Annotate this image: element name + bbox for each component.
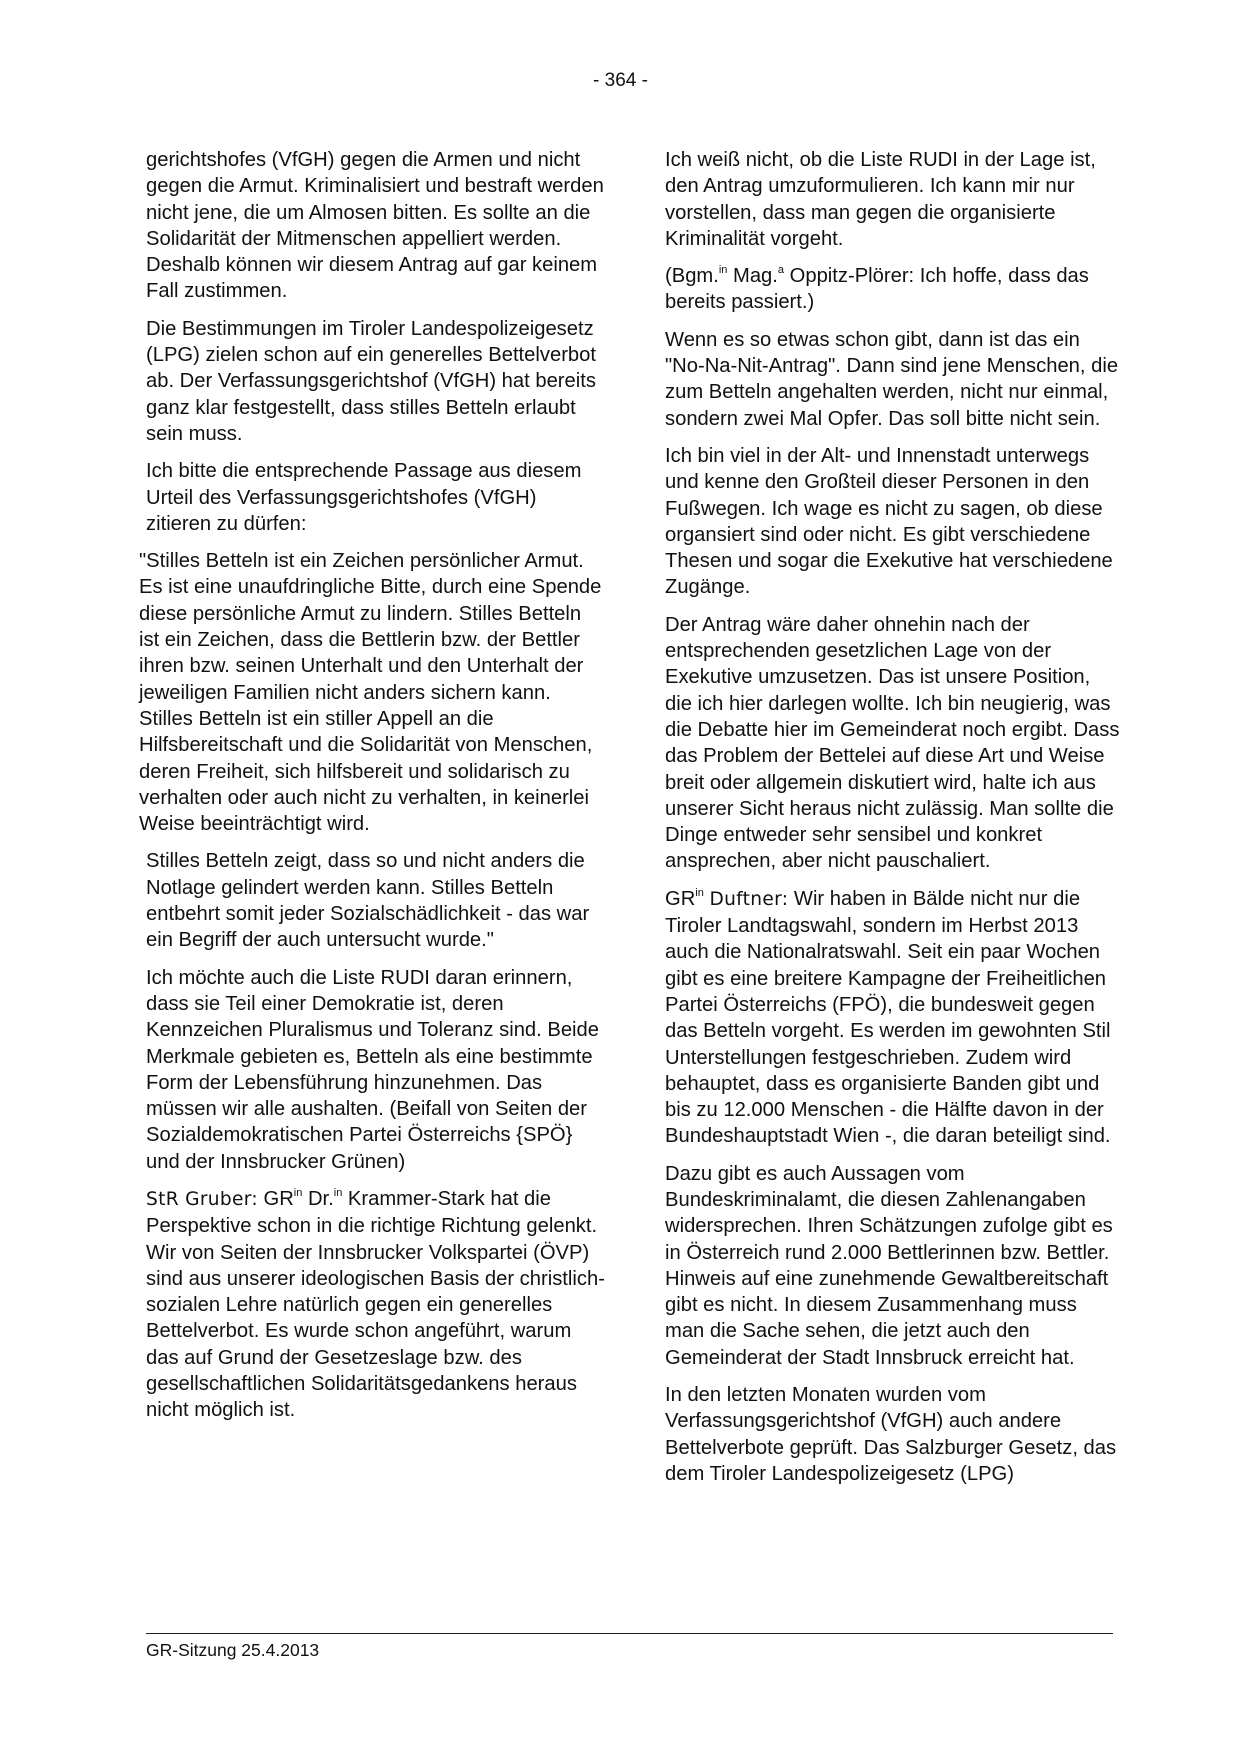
speech-paragraph [665,886,1120,1150]
paragraph: In den letzten Monaten wurden vom Verfassungsgerichtshof (VfGH) auch andere Bettelverbote geprüft. Das Salzburger Gesetz, das dem Tiroler Landespolizeigesetz (LPG) [665,1384,1117,1485]
speech-text: Krammer-Stark hat die Perspektive schon in die richtige Richtung gelenkt. Wir von Seiten der Innsbrucker Volkspartei (ÖVP) sind aus unserer ideologischen Basis der christlich-sozialen Lehre natürlich gegen ein generelles Bettelverbot. Es wurde schon angeführt, warum das auf Grund der Gesetzeslage bzw. des gesellschaftlichen Solidaritätsgedankens heraus nicht möglich ist. [146,1187,605,1422]
title-dr: Dr. [307,1187,334,1210]
paragraph: Ich weiß nicht, ob die Liste RUDI in der Lage ist, den Antrag umzuformulieren. Ich kann mir nur vorstellen, dass man gegen die organisierte Kriminalität vorgeht. [665,149,1096,250]
right-column [665,147,1120,1498]
speaker-name: StR Gruber: [146,1188,258,1210]
title-gr: GR [665,887,696,910]
interjection-paragraph [665,263,1120,316]
paragraph: Die Bestimmungen im Tiroler Landespolizeigesetz (LPG) zielen schon auf ein generelles Bettelverbot ab. Der Verfassungsgerichtshof (VfGH) hat bereits ganz klar festgestellt, dass stilles Betteln erlaubt sein muss. [146,317,596,445]
paragraph: Ich möchte auch die Liste RUDI daran erinnern, dass sie Teil einer Demokratie ist, deren Kennzeichen Pluralismus und Toleranz sind. Beide Merkmale gebieten es, Betteln als eine bestimmte Form der Lebensführung hinzunehmen. Das müssen wir alle aushalten. (Beifall von Seiten der Sozialdemokratischen Partei Österreichs {SPÖ} und der Innsbrucker Grünen) [146,966,599,1173]
title-sup: in [333,1187,343,1200]
title-sup: in [718,264,728,277]
paragraph: gerichtshofes (VfGH) gegen die Armen und nicht gegen die Armut. Kriminalisiert und bestraft werden nicht jene, die um Almosen bitten. Es sollte an die Solidarität der Mitmenschen appelliert werden. Deshalb können wir diesem Antrag auf gar keinem Fall zustimmen. [146,149,604,303]
quote-paragraph: "Stilles Betteln ist ein Zeichen persönlicher Armut. Es ist eine unaufdringliche Bitte, durch eine Spende diese persönliche Armut zu lindern. Stilles Betteln ist ein Zeichen, dass die Bettlerin bzw. der Bettler ihren bzw. seinen Unterhalt und den Unterhalt der jeweiligen Familien nicht anders sichern kann. Stilles Betteln ist ein stiller Appell an die Hilfsbereitschaft und die Solidarität von Menschen, deren Freiheit, sich hilfsbereit und solidarisch zu verhalten oder auch nicht zu verhalten, in keinerlei Weise beeinträchtigt wird. [139,550,602,836]
paragraph: Wenn es so etwas schon gibt, dann ist das ein "No-Na-Nit-Antrag". Dann sind jene Menschen, die zum Betteln angehalten werden, nicht nur einmal, sondern zwei Mal Opfer. Das soll bitte nicht sein. [665,328,1119,430]
paragraph: Der Antrag wäre daher ohnehin nach der entsprechenden gesetzlichen Lage von der Exekutive umzusetzen. Das ist unsere Position, die ich hier darlegen wollte. Ich bin neugierig, was die Debatte hier im Gemeinderat noch ergibt. Dass das Problem der Bettelei auf diese Art und Weise breit oder allgemein diskutiert wird, halte ich aus unserer Sicht heraus nicht zulässig. Man sollte die Dinge entweder sehr sensibel und konkret ansprechen, aber nicht pauschaliert. [665,613,1120,873]
speech-paragraph [146,1186,606,1424]
left-column [139,147,606,1435]
title-bgm: (Bgm. [665,265,719,288]
footer-session-date: GR-Sitzung 25.4.2013 [146,1640,320,1660]
title-sup: in [293,1187,303,1200]
title-sup: a [777,264,785,277]
page-number: - 364 - [593,70,648,91]
title-mag: Mag. [733,265,778,288]
paragraph: Dazu gibt es auch Aussagen vom Bundeskriminalamt, die diesen Zahlenangaben widersprechen. Ihren Schätzungen zufolge gibt es in Österreich rund 2.000 Bettlerinnen bzw. Bettler. Hinweis auf eine zunehmende Gewaltbereitschaft gibt es nicht. In diesem Zusammenhang muss man die Sache sehen, die jetzt auch den Gemeinderat der Stadt Innsbruck erreicht hat. [665,1162,1113,1369]
paragraph: Ich bin viel in der Alt- und Innenstadt unterwegs und kenne den Großteil dieser Personen in den Fußwegen. Ich wage es nicht zu sagen, ob diese organsiert sind oder nicht. Es gibt verschiedene Thesen und sogar die Exekutive hat verschiedene Zugänge. [665,444,1113,599]
footer-divider [146,1633,1113,1634]
quote-paragraph: Stilles Betteln zeigt, dass so und nicht anders die Notlage gelindert werden kann. Stilles Betteln entbehrt somit jeder Sozialschädlichkeit - das war ein Begriff der auch untersucht wurde." [146,850,590,952]
title-gr: GR [263,1187,294,1210]
speech-text: Wir haben in Bälde nicht nur die Tiroler Landtagswahl, sondern im Herbst 2013 auch die Nationalratswahl. Seit ein paar Wochen gibt es eine breitere Kampagne der Freiheitlichen Partei Österreichs (FPÖ), die bundesweit gegen das Betteln vorgeht. Es werden im gewohnten Stil Unterstellungen festgeschrieben. Zudem wird behauptet, dass es organisierte Banden gibt und bis zu 12.000 Menschen - die Hälfte davon in der Bundeshauptstadt Wien -, die daran beteiligt sind. [665,887,1111,1148]
paragraph: Ich bitte die entsprechende Passage aus diesem Urteil des Verfassungsgerichtshofes (VfGH) zitieren zu dürfen: [146,460,582,535]
interjection-text: Oppitz-Plörer: Ich hoffe, dass das bereits passiert.) [665,265,1089,314]
title-sup: in [695,886,704,899]
speaker-name: Duftner: [709,888,789,910]
